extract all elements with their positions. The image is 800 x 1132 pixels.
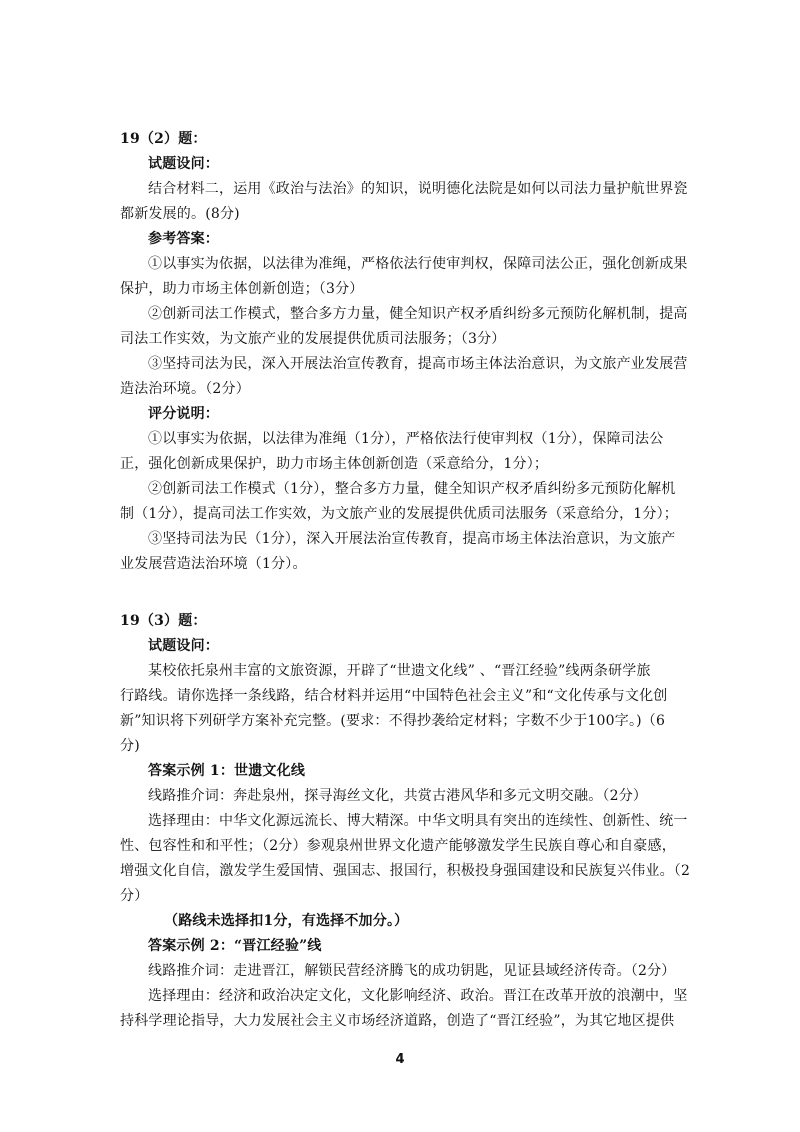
- q2-answer-line: ③坚持司法为民，深入开展法治宣传教育，提高市场主体法治意识，为文旅产业发展营: [148, 356, 688, 372]
- q3-question-line: 行路线。请你选择一条线路，结合材料并运用“中国特色社会主义”和“文化传承与文化创: [120, 688, 668, 704]
- q2-question-line: 都新发展的。(8分): [120, 206, 240, 222]
- q3-question-line: 分): [120, 738, 140, 754]
- q2-grading-line: ③坚持司法为民（1分），深入开展法治宣传教育，提高市场主体法治意识，为文旅产: [148, 531, 676, 547]
- q3-question-label: 试题设问：: [148, 638, 219, 654]
- page-number: 4: [395, 1052, 405, 1067]
- q3-example2-line: 选择理由：经济和政治决定文化，文化影响经济、政治。晋江在改革开放的浪潮中，坚: [148, 988, 688, 1004]
- q2-answer-line: 保护，助力市场主体创新创造；（3分）: [120, 281, 364, 297]
- q2-grading-line: 正，强化创新成果保护，助力市场主体创新创造（采意给分，1分）；: [120, 456, 549, 472]
- q2-question-line: 结合材料二，运用《政治与法治》的知识，说明德化法院是如何以司法力量护航世界瓷: [148, 181, 688, 197]
- q3-example1-line: 线路推介词：奔赴泉州，探寻海丝文化，共赏古港风华和多元文明交融。（2分）: [148, 788, 648, 804]
- q2-answer-line: ①以事实为依据，以法律为准绳，严格依法行使审判权，保障司法公正，强化创新成果: [148, 256, 688, 272]
- q2-question-label: 试题设问：: [148, 156, 219, 172]
- q2-grading-label: 评分说明：: [148, 406, 219, 422]
- q3-note: （路线未选择扣1分，有选择不加分。）: [164, 913, 409, 929]
- q2-heading: 19（2）题：: [120, 131, 207, 147]
- q2-grading-line: ①以事实为依据，以法律为准绳（1分），严格依法行使审判权（1分），保障司法公: [148, 431, 664, 447]
- q2-answer-line: 造法治环境。（2分）: [120, 381, 250, 397]
- q3-example1-label: 答案示例 1：世遗文化线: [148, 763, 306, 779]
- q3-example2-label: 答案示例 2：“晋江经验”线: [148, 938, 322, 954]
- q3-question-line: 新”知识将下列研学方案补充完整。(要求：不得抄袭给定材料；字数不少于100字。)（6: [120, 713, 666, 729]
- q3-example1-line: 选择理由：中华文化源远流长、博大精深。中华文明具有突出的连续性、创新性、统一: [148, 813, 688, 829]
- q2-grading-line: 业发展营造法治环境（1分）。: [120, 556, 307, 572]
- q2-answer-label: 参考答案：: [148, 231, 219, 247]
- q3-example1-line: 增强文化自信，激发学生爱国情、强国志、报国行，积极投身强国建设和民族复兴伟业。（2: [120, 863, 691, 879]
- q3-example1-line: 性、包容性和和平性；（2分）参观泉州世界文化遗产能够激发学生民族自尊心和自豪感，: [120, 838, 676, 854]
- q2-grading-line: ②创新司法工作模式（1分），整合多方力量，健全知识产权矛盾纠纷多元预防化解机: [148, 481, 676, 497]
- q3-example2-line: 线路推介词：走进晋江，解锁民营经济腾飞的成功钥匙，见证县域经济传奇。（2分）: [148, 963, 676, 979]
- q3-example2-line: 持科学理论指导，大力发展社会主义市场经济道路，创造了“晋江经验”，为其它地区提供: [120, 1013, 675, 1029]
- q3-question-line: 某校依托泉州丰富的文旅资源，开辟了“世遗文化线” 、“晋江经验”线两条研学旅: [148, 663, 651, 679]
- q2-answer-line: ②创新司法工作模式，整合多方力量，健全知识产权矛盾纠纷多元预防化解机制，提高: [148, 306, 688, 322]
- q2-answer-line: 司法工作实效，为文旅产业的发展提供优质司法服务；（3分）: [120, 331, 506, 347]
- q3-heading: 19（3）题：: [120, 613, 207, 629]
- q2-grading-line: 制（1分），提高司法工作实效，为文旅产业的发展提供优质司法服务（采意给分，1分）；: [120, 506, 679, 522]
- q3-example1-line: 分）: [120, 888, 149, 904]
